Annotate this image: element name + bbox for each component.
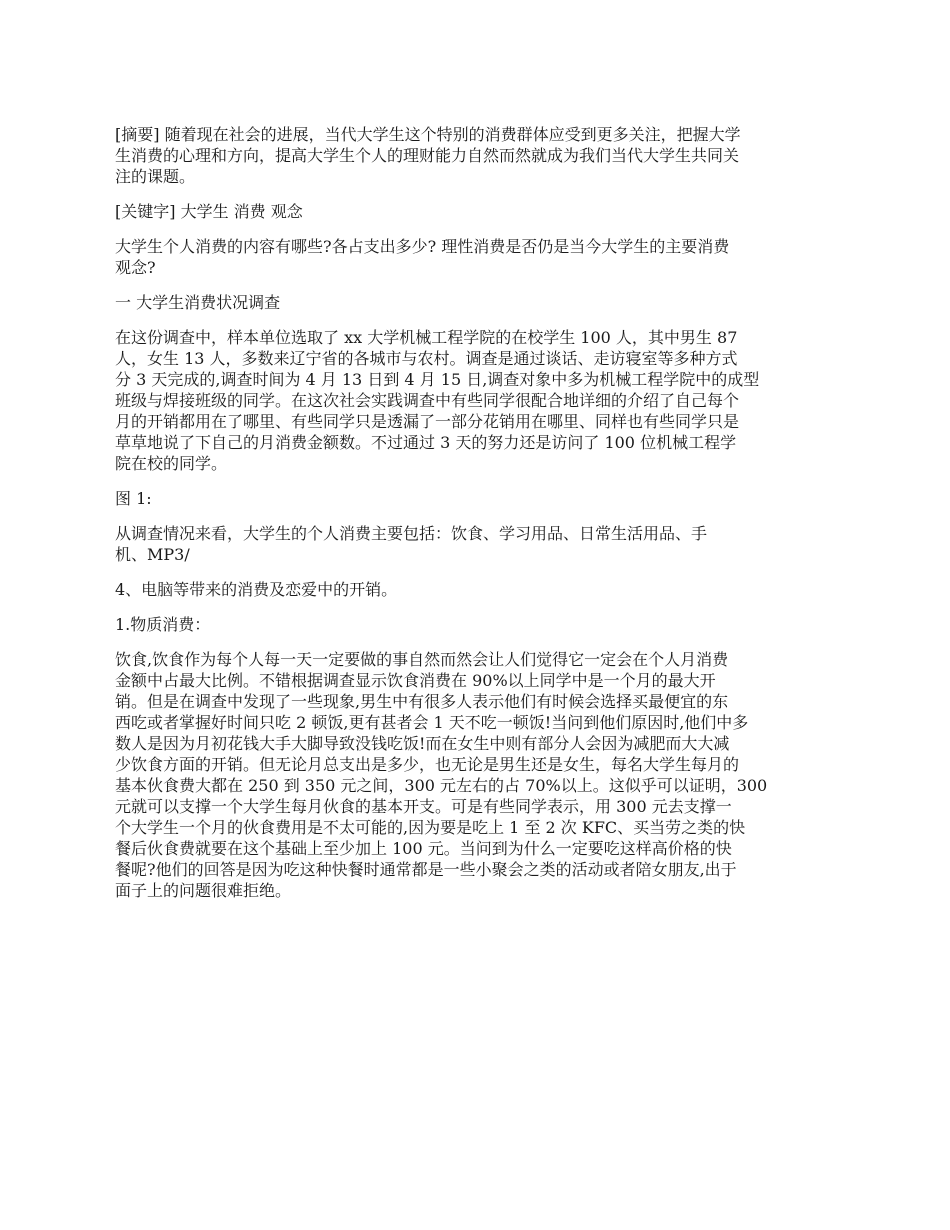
text-line: 注的课题。 xyxy=(115,167,196,186)
text-line: 在这份调查中，样本单位选取了 xx 大学机械工程学院的在校学生 100 人，其中男生 87 xyxy=(115,328,738,347)
text-line: 院在校的同学。 xyxy=(115,454,228,473)
text-line: 少饮食方面的开销。但无论月总支出是多少，也无论是男生还是女生，每名大学生每月的 xyxy=(115,755,740,774)
text-line: 1.物质消费： xyxy=(115,615,211,634)
consumption-items-continued xyxy=(115,579,840,600)
section-heading xyxy=(115,292,840,313)
text-line: 观念? xyxy=(115,258,156,277)
text-line: 图 1: xyxy=(115,489,152,508)
question-paragraph xyxy=(115,236,840,278)
text-line: 分 3 天完成的,调查时间为 4 月 13 日到 4 月 15 日,调查对象中多为机械工程学院中的成型 xyxy=(115,370,760,389)
text-line: 班级与焊接班级的同学。在这次社会实践调查中有些同学很配合地详细的介绍了自己每个 xyxy=(115,391,740,410)
text-line: 销。但是在调查中发现了一些现象,男生中有很多人表示他们有时候会选择买最便宜的东 xyxy=(115,692,729,711)
text-line: 个大学生一个月的伙食费用是不太可能的,因为要是吃上 1 至 2 次 KFC、买当劳之类的快 xyxy=(115,818,746,837)
text-line: 生消费的心理和方向，提高大学生个人的理财能力自然而然就成为我们当代大学生共同关 xyxy=(115,146,740,165)
text-line: [摘要] 随着现在社会的进展，当代大学生这个特别的消费群体应受到更多关注，把握大学 xyxy=(115,125,741,144)
text-line: 基本伙食费大都在 250 到 350 元之间，300 元左右的占 70%以上。这似乎可以证明，300 xyxy=(115,776,768,795)
abstract-paragraph xyxy=(115,124,840,187)
text-line: 西吃或者掌握好时间只吃 2 顿饭,更有甚者会 1 天不吃一顿饭!当问到他们原因时,他们中多 xyxy=(115,713,749,732)
food-paragraph xyxy=(115,649,840,901)
figure-label xyxy=(115,488,840,509)
consumption-items-paragraph xyxy=(115,523,840,565)
text-line: 餐呢?他们的回答是因为吃这种快餐时通常都是一些小聚会之类的活动或者陪女朋友,出于 xyxy=(115,860,737,879)
text-line: 人，女生 13 人，多数来辽宁省的各城市与农村。调查是通过谈话、走访寝室等多种方式 xyxy=(115,349,738,368)
text-line: 4、电脑等带来的消费及恋爱中的开销。 xyxy=(115,580,398,599)
document-body xyxy=(115,124,840,915)
text-line: 机、MP3/ xyxy=(115,545,190,564)
text-line: 从调查情况来看，大学生的个人消费主要包括：饮食、学习用品、日常生活用品、手 xyxy=(115,524,708,543)
text-line: 金额中占最大比例。不错根据调查显示饮食消费在 90%以上同学中是一个月的最大开 xyxy=(115,671,716,690)
text-line: [关键字] 大学生 消费 观念 xyxy=(115,202,303,221)
survey-paragraph xyxy=(115,327,840,474)
text-line: 数人是因为月初花钱大手大脚导致没钱吃饭!而在女生中则有部分人会因为减肥而大大减 xyxy=(115,734,730,753)
keywords-paragraph xyxy=(115,201,840,222)
text-line: 面子上的问题很难拒绝。 xyxy=(115,881,292,900)
text-line: 大学生个人消费的内容有哪些?各占支出多少? 理性消费是否仍是当今大学生的主要消费 xyxy=(115,237,730,256)
text-line: 草草地说了下自己的月消费金额数。不过通过 3 天的努力还是访问了 100 位机械工程学 xyxy=(115,433,737,452)
text-line: 餐后伙食费就要在这个基础上至少加上 100 元。当问到为什么一定要吃这样高价格的快 xyxy=(115,839,732,858)
text-line: 月的开销都用在了哪里、有些同学只是透漏了一部分花销用在哪里、同样也有些同学只是 xyxy=(115,412,740,431)
material-heading xyxy=(115,614,840,635)
text-line: 元就可以支撑一个大学生每月伙食的基本开支。可是有些同学表示，用 300 元去支撑一 xyxy=(115,797,732,816)
text-line: 饮食,饮食作为每个人每一天一定要做的事自然而然会让人们觉得它一定会在个人月消费 xyxy=(115,650,729,669)
text-line: 一 大学生消费状况调查 xyxy=(115,293,281,312)
